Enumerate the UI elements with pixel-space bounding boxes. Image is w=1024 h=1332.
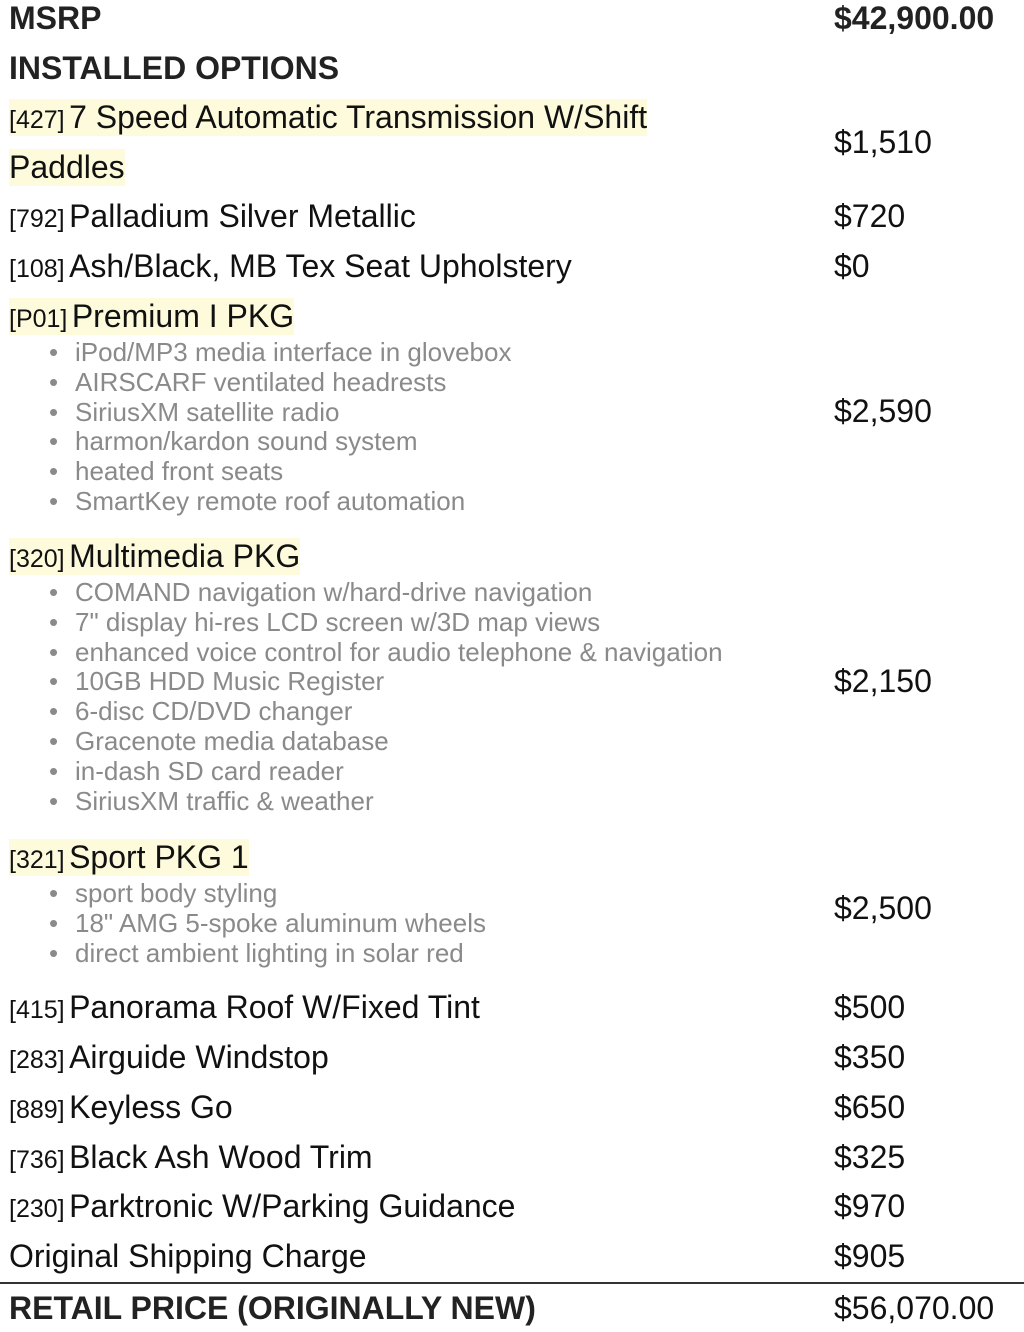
- option-title: [9, 1039, 329, 1076]
- option-title: [9, 1188, 515, 1225]
- package-price: $2,590: [834, 393, 932, 429]
- option-title: [9, 198, 416, 235]
- option-code: [792]: [9, 205, 65, 233]
- package-feature: • direct ambient lighting in solar red: [49, 939, 486, 969]
- option-title: [9, 99, 647, 136]
- package-feature: • sport body styling: [49, 879, 486, 909]
- option-code: [320]: [9, 545, 65, 573]
- option-name: Parktronic W/Parking Guidance: [69, 1188, 516, 1224]
- package-feature: • SiriusXM traffic & weather: [49, 787, 723, 817]
- option-price: $325: [834, 1139, 906, 1175]
- option-name: Panorama Roof W/Fixed Tint: [69, 989, 480, 1025]
- package-feature: • in-dash SD card reader: [49, 757, 723, 787]
- option-code: [283]: [9, 1046, 65, 1074]
- option-price: $1,510: [834, 124, 932, 160]
- option-code: [427]: [9, 106, 65, 134]
- option-code: [415]: [9, 996, 65, 1024]
- option-code: [321]: [9, 846, 65, 874]
- option-title: [9, 248, 572, 285]
- package-feature: • 6-disc CD/DVD changer: [49, 697, 723, 727]
- package-name: Multimedia PKG: [69, 538, 301, 574]
- package-feature: • COMAND navigation w/hard-drive navigation: [49, 578, 723, 608]
- option-price: $650: [834, 1089, 906, 1125]
- package-price: $2,500: [834, 890, 932, 926]
- option-title: [9, 989, 480, 1026]
- option-name: 7 Speed Automatic Transmission W/Shift: [69, 99, 648, 135]
- installed-options-heading: INSTALLED OPTIONS: [9, 50, 340, 86]
- option-name: Black Ash Wood Trim: [69, 1139, 373, 1175]
- retail-price-label: RETAIL PRICE (ORIGINALLY NEW): [9, 1290, 536, 1326]
- package-feature: • iPod/MP3 media interface in glovebox: [49, 338, 511, 368]
- option-title: [9, 1139, 373, 1176]
- package-feature: • AIRSCARF ventilated headrests: [49, 368, 511, 398]
- option-price: $0: [834, 248, 870, 284]
- option-price: $720: [834, 198, 906, 234]
- package-feature: • 18" AMG 5-spoke aluminum wheels: [49, 909, 486, 939]
- option-name: Airguide Windstop: [69, 1039, 329, 1075]
- package-name: Premium I PKG: [71, 298, 295, 334]
- retail-price-value: $56,070.00: [834, 1290, 995, 1326]
- option-name: Ash/Black, MB Tex Seat Upholstery: [69, 248, 572, 284]
- package-feature-list: [49, 879, 486, 968]
- option-price: $350: [834, 1039, 906, 1075]
- option-name: Keyless Go: [69, 1089, 233, 1125]
- option-title: [9, 1089, 233, 1126]
- total-divider: [0, 1282, 1024, 1284]
- option-name: Palladium Silver Metallic: [69, 198, 416, 234]
- package-feature-list: [49, 338, 511, 517]
- package-price: $2,150: [834, 663, 932, 699]
- package-feature-list: [49, 578, 723, 816]
- shipping-label: Original Shipping Charge: [9, 1238, 367, 1274]
- package-title: [9, 538, 300, 575]
- option-price: $500: [834, 989, 906, 1025]
- package-feature: • SmartKey remote roof automation: [49, 487, 511, 517]
- msrp-label: MSRP: [9, 0, 102, 36]
- option-price: $970: [834, 1188, 906, 1224]
- package-feature: • enhanced voice control for audio telephone & navigation: [49, 638, 723, 668]
- option-code: [P01]: [9, 305, 68, 333]
- option-name-continued: Paddles: [9, 149, 125, 185]
- package-feature: • SiriusXM satellite radio: [49, 398, 511, 428]
- package-feature: • Gracenote media database: [49, 727, 723, 757]
- package-feature: • heated front seats: [49, 457, 511, 487]
- package-title: [9, 839, 249, 876]
- package-feature: • 7" display hi-res LCD screen w/3D map views: [49, 608, 723, 638]
- package-feature: • harmon/kardon sound system: [49, 427, 511, 457]
- option-code: [108]: [9, 255, 65, 283]
- option-code: [889]: [9, 1096, 65, 1124]
- option-code: [736]: [9, 1146, 65, 1174]
- option-code: [230]: [9, 1195, 65, 1223]
- shipping-price: $905: [834, 1238, 906, 1274]
- package-name: Sport PKG 1: [69, 839, 249, 875]
- package-feature: • 10GB HDD Music Register: [49, 667, 723, 697]
- msrp-price: $42,900.00: [834, 0, 995, 36]
- package-title: [9, 298, 294, 335]
